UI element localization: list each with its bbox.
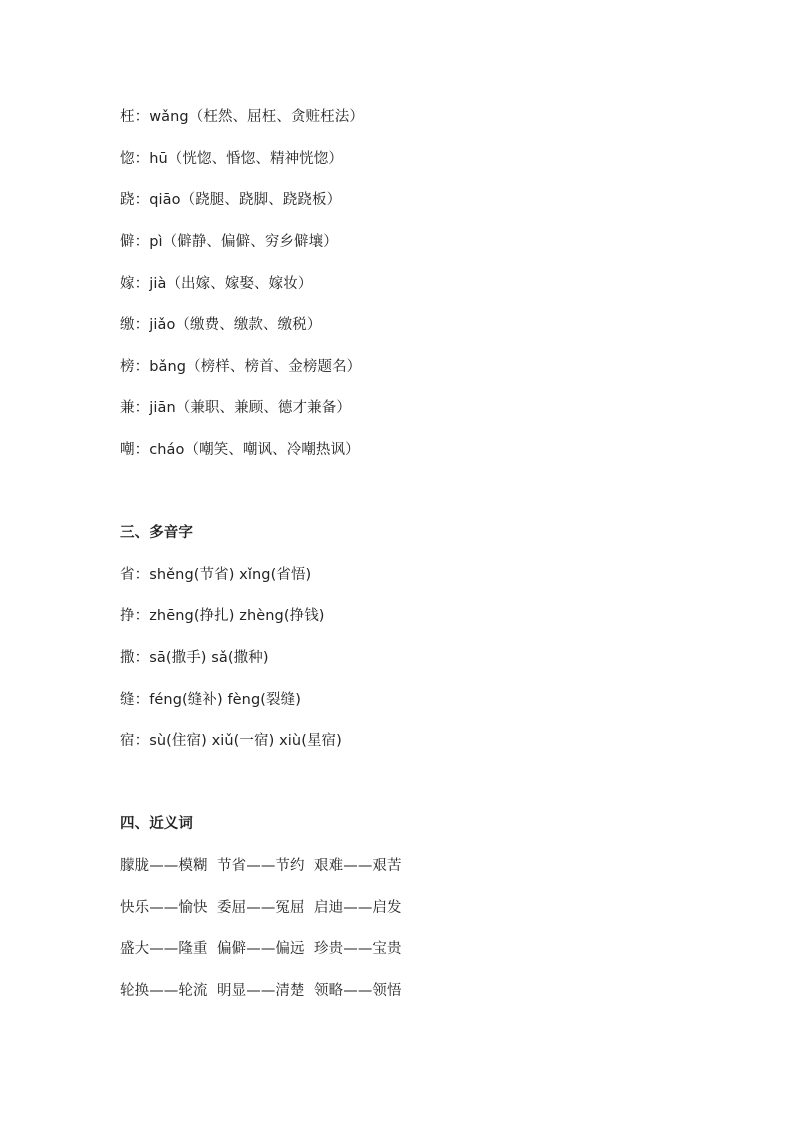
synonyms-line: 盛大——隆重 偏僻——偏远 珍贵——宝贵 — [120, 941, 402, 957]
pronunciation-line: 惚：hū（恍惚、惛惚、精神恍惚） — [120, 151, 343, 167]
synonyms-line: 轮换——轮流 明显——清楚 领略——领悟 — [120, 983, 402, 999]
polyphonic-line: 宿：sù(住宿) xiǔ(一宿) xiù(星宿) — [120, 733, 342, 749]
pronunciation-line: 跷：qiāo（跷腿、跷脚、跷跷板） — [120, 192, 342, 208]
polyphonic-line: 挣：zhēng(挣扎) zhèng(挣钱) — [120, 608, 325, 624]
pronunciation-line: 兼：jiān（兼职、兼顾、德才兼备） — [120, 400, 351, 416]
pronunciation-line: 僻：pì（僻静、偏僻、穷乡僻壤） — [120, 234, 338, 250]
synonyms-heading: 四、近义词 — [120, 816, 193, 832]
synonyms-line: 朦胧——模糊 节省——节约 艰难——艰苦 — [120, 858, 402, 874]
synonyms-line: 快乐——愉快 委屈——冤屈 启迪——启发 — [120, 900, 402, 916]
pronunciation-line: 榜：bǎng（榜样、榜首、金榜题名） — [120, 359, 362, 375]
polyphonic-line: 缝：féng(缝补) fèng(裂缝) — [120, 692, 301, 708]
polyphonic-heading: 三、多音字 — [120, 525, 193, 541]
pronunciation-line: 枉：wǎng（枉然、屈枉、贪赃枉法） — [120, 109, 364, 125]
polyphonic-line: 撒：sā(撒手) sǎ(撒种) — [120, 650, 269, 666]
pronunciation-line: 嘲：cháo（嘲笑、嘲讽、冷嘲热讽） — [120, 442, 360, 458]
pronunciation-line: 缴：jiǎo（缴费、缴款、缴税） — [120, 317, 322, 333]
pronunciation-line: 嫁：jià（出嫁、嫁娶、嫁妆） — [120, 276, 313, 292]
polyphonic-line: 省：shěng(节省) xǐng(省悟) — [120, 567, 312, 583]
